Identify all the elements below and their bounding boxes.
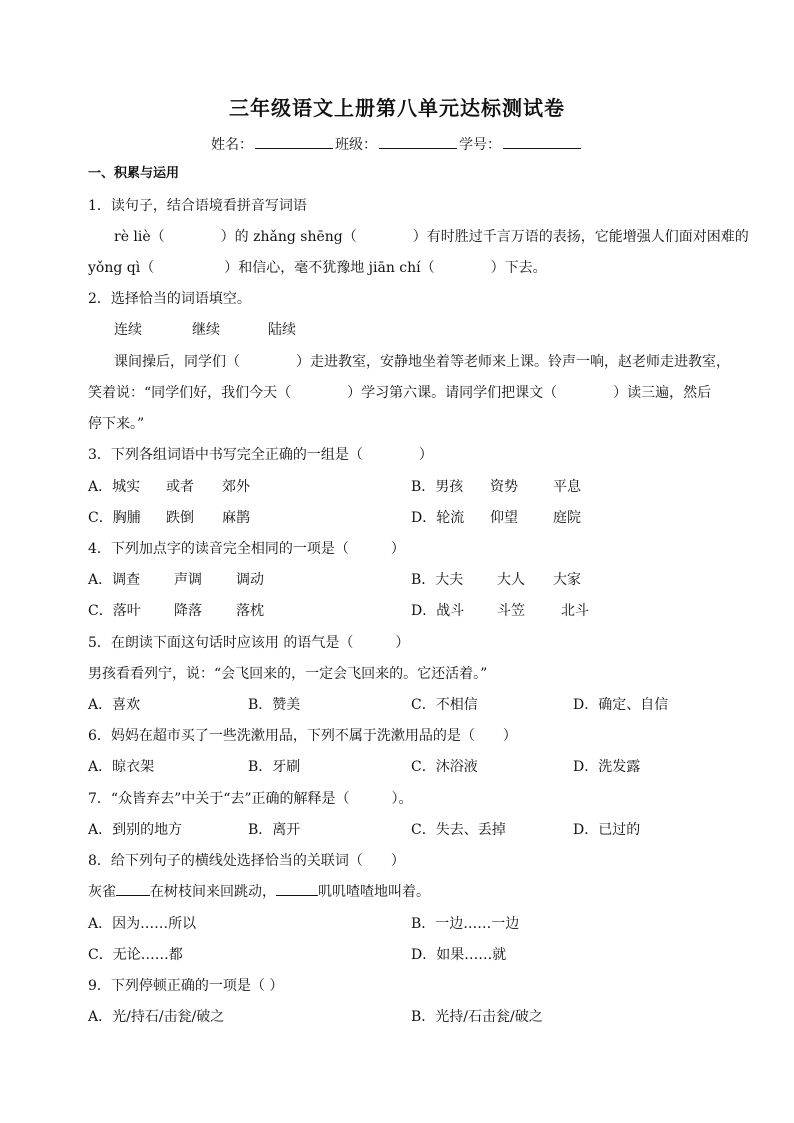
q4-option-a-word-3: 调动 xyxy=(236,572,264,588)
q9-option-a: A．光/持石/击瓮/破之 xyxy=(88,1009,225,1025)
question-3-stem: 3．下列各组词语中书写完全正确的一组是（ ） xyxy=(88,447,433,463)
student-info xyxy=(0,134,794,154)
q8-option-d: D．如果……就 xyxy=(411,947,507,963)
question-6-stem: 6．妈妈在超市买了一些洗漱用品，下列不属于洗漱用品的是（ ） xyxy=(88,728,517,744)
sentence-part-3: 叽叽喳喳地叫着。 xyxy=(318,884,430,900)
q3-option-b-word-1: B．男孩 xyxy=(411,479,464,495)
word-bank-1: 连续 xyxy=(114,322,142,338)
q9-option-b: B．光持/石击瓮/破之 xyxy=(411,1009,543,1025)
q5-option-b: B．赞美 xyxy=(248,697,301,713)
q5-option-a: A．喜欢 xyxy=(88,697,141,713)
q6-option-b: B．牙刷 xyxy=(248,759,301,775)
word-bank-2: 继续 xyxy=(192,322,220,338)
q4-option-b-word-3: 大家 xyxy=(553,572,581,588)
id-blank xyxy=(503,136,581,149)
q5-option-c: C．不相信 xyxy=(411,697,478,713)
word-bank-3: 陆续 xyxy=(268,322,296,338)
q6-option-a: A．晾衣架 xyxy=(88,759,155,775)
q5-option-d: D．确定、自信 xyxy=(573,697,669,713)
q4-option-b-word-2: 大人 xyxy=(497,572,525,588)
question-1-stem: 1．读句子，结合语境看拼音写词语 xyxy=(88,198,307,214)
blank-1 xyxy=(116,883,150,896)
question-7-stem: 7．“众皆弃去”中关于“去”正确的解释是（ ）。 xyxy=(88,791,413,807)
q3-option-b-word-3: 平息 xyxy=(553,479,581,495)
q7-option-d: D．已过的 xyxy=(573,822,641,838)
question-8-sentence xyxy=(88,882,430,902)
q4-option-c-word-1: C．落叶 xyxy=(88,603,141,619)
q3-option-a-word-1: A．城实 xyxy=(88,479,141,495)
name-label: 姓名： xyxy=(211,137,253,153)
sentence-part-1: 灰雀 xyxy=(88,884,116,900)
question-9-stem: 9．下列停顿正确的一项是（ ） xyxy=(88,978,284,994)
section-heading: 一、积累与运用 xyxy=(88,166,180,181)
question-2-stem: 2．选择恰当的词语填空。 xyxy=(88,291,251,307)
q8-option-b: B．一边……一边 xyxy=(411,916,520,932)
q8-option-c: C．无论……都 xyxy=(88,947,183,963)
class-label: 班级： xyxy=(335,137,377,153)
question-2-paragraph-1: 课间操后，同学们（ ）走进教室，安静地坐着等老师来上课。铃声一响，赵老师走进教室， xyxy=(114,354,730,370)
q4-option-d-word-3: 北斗 xyxy=(561,603,589,619)
q3-option-c-word-1: C．胸脯 xyxy=(88,510,141,526)
q6-option-c: C．沐浴液 xyxy=(411,759,478,775)
q3-option-b-word-2: 资势 xyxy=(490,479,518,495)
q3-option-d-word-3: 庭院 xyxy=(553,510,581,526)
question-5-quote: 男孩看看列宁，说：“会飞回来的，一定会飞回来的。它还活着。” xyxy=(88,666,488,682)
question-8-stem: 8．给下列句子的横线处选择恰当的关联词（ ） xyxy=(88,853,405,869)
question-5-stem: 5．在朗读下面这句话时应该用 的语气是（ ） xyxy=(88,635,410,651)
id-label: 学号： xyxy=(459,137,501,153)
blank-2 xyxy=(276,883,318,896)
q8-option-a: A．因为……所以 xyxy=(88,916,197,932)
q4-option-b-word-1: B．大夫 xyxy=(411,572,464,588)
q3-option-d-word-2: 仰望 xyxy=(490,510,518,526)
q6-option-d: D．洗发露 xyxy=(573,759,641,775)
q3-option-c-word-2: 跌倒 xyxy=(166,510,194,526)
q7-option-a: A．到别的地方 xyxy=(88,822,183,838)
q4-option-a-word-1: A．调查 xyxy=(88,572,141,588)
question-2-paragraph-3: 停下来。” xyxy=(88,416,145,432)
page-title: 三年级语文上册第八单元达标测试卷 xyxy=(229,96,565,120)
question-4-stem: 4．下列加点字的读音完全相同的一项是（ ） xyxy=(88,541,405,557)
question-2-paragraph-2: 笑着说：“同学们好，我们今天（ ）学习第六课。请同学们把课文（ ）读三遍，然后 xyxy=(88,385,712,401)
class-blank xyxy=(379,136,457,149)
q3-option-d-word-1: D．轮流 xyxy=(411,510,465,526)
name-blank xyxy=(255,136,333,149)
q4-option-c-word-3: 落枕 xyxy=(236,603,264,619)
sentence-part-2: 在树枝间来回跳动， xyxy=(150,884,276,900)
q7-option-c: C．失去、丢掉 xyxy=(411,822,506,838)
question-1-line-1: rè liè（ ）的 zhǎng shēng（ ）有时胜过千言万语的表扬，它能增强人们面对困难的 xyxy=(114,229,749,245)
q4-option-d-word-2: 斗笠 xyxy=(497,603,525,619)
q4-option-d-word-1: D．战斗 xyxy=(411,603,465,619)
q7-option-b: B．离开 xyxy=(248,822,301,838)
q3-option-a-word-3: 郊外 xyxy=(222,479,250,495)
q3-option-c-word-3: 麻鹊 xyxy=(222,510,250,526)
q4-option-a-word-2: 声调 xyxy=(174,572,202,588)
q3-option-a-word-2: 或者 xyxy=(166,479,194,495)
q4-option-c-word-2: 降落 xyxy=(174,603,202,619)
question-1-line-2: yǒng qì（ ）和信心，毫不犹豫地 jiān chí（ ）下去。 xyxy=(88,260,547,276)
